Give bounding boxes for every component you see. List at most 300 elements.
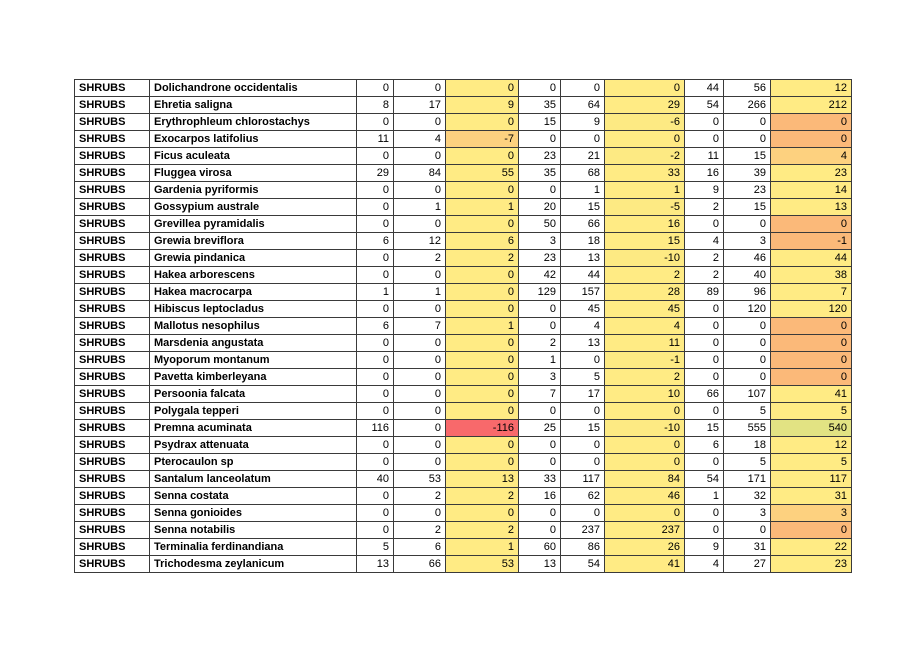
- count-value-cell: 237: [561, 522, 605, 539]
- count-value-cell: 0: [724, 369, 771, 386]
- change-value-cell: 41: [771, 386, 852, 403]
- count-value-cell: 0: [685, 114, 724, 131]
- count-value-cell: 0: [394, 114, 446, 131]
- count-value-cell: 96: [724, 284, 771, 301]
- count-value-cell: 0: [724, 335, 771, 352]
- count-value-cell: 9: [685, 539, 724, 556]
- table-row: [75, 335, 852, 352]
- category-cell: SHRUBS: [75, 267, 150, 284]
- count-value-cell: 8: [357, 97, 394, 114]
- count-value-cell: 54: [561, 556, 605, 573]
- category-cell: SHRUBS: [75, 488, 150, 505]
- species-cell: Hibiscus leptocladus: [150, 301, 357, 318]
- change-value-cell: 0: [771, 335, 852, 352]
- change-value-cell: 0: [446, 301, 519, 318]
- count-value-cell: 0: [357, 182, 394, 199]
- category-cell: SHRUBS: [75, 199, 150, 216]
- count-value-cell: 2: [394, 250, 446, 267]
- count-value-cell: 6: [685, 437, 724, 454]
- count-value-cell: 2: [519, 335, 561, 352]
- change-value-cell: -2: [605, 148, 685, 165]
- change-value-cell: 117: [771, 471, 852, 488]
- change-value-cell: 11: [605, 335, 685, 352]
- change-value-cell: 120: [771, 301, 852, 318]
- species-cell: Hakea macrocarpa: [150, 284, 357, 301]
- count-value-cell: 4: [685, 233, 724, 250]
- table-row: [75, 437, 852, 454]
- count-value-cell: 0: [685, 369, 724, 386]
- table-row: [75, 505, 852, 522]
- count-value-cell: 35: [519, 165, 561, 182]
- count-value-cell: 11: [685, 148, 724, 165]
- change-value-cell: 0: [605, 80, 685, 97]
- species-cell: Senna costata: [150, 488, 357, 505]
- table-row: [75, 182, 852, 199]
- count-value-cell: 60: [519, 539, 561, 556]
- count-value-cell: 1: [561, 182, 605, 199]
- category-cell: SHRUBS: [75, 403, 150, 420]
- count-value-cell: 0: [724, 352, 771, 369]
- count-value-cell: 5: [357, 539, 394, 556]
- table-row: [75, 488, 852, 505]
- table-row: [75, 97, 852, 114]
- count-value-cell: 0: [357, 335, 394, 352]
- change-value-cell: 0: [446, 369, 519, 386]
- count-value-cell: 18: [724, 437, 771, 454]
- category-cell: SHRUBS: [75, 131, 150, 148]
- count-value-cell: 9: [685, 182, 724, 199]
- count-value-cell: 0: [357, 522, 394, 539]
- species-cell: Persoonia falcata: [150, 386, 357, 403]
- count-value-cell: 2: [685, 267, 724, 284]
- category-cell: SHRUBS: [75, 420, 150, 437]
- count-value-cell: 13: [357, 556, 394, 573]
- change-value-cell: 2: [605, 267, 685, 284]
- count-value-cell: 0: [394, 148, 446, 165]
- change-value-cell: 14: [771, 182, 852, 199]
- table-row: [75, 165, 852, 182]
- change-value-cell: 0: [446, 505, 519, 522]
- count-value-cell: 15: [724, 148, 771, 165]
- count-value-cell: 15: [685, 420, 724, 437]
- change-value-cell: 0: [605, 403, 685, 420]
- count-value-cell: 2: [394, 488, 446, 505]
- count-value-cell: 0: [519, 318, 561, 335]
- change-value-cell: 0: [605, 505, 685, 522]
- count-value-cell: 0: [394, 335, 446, 352]
- count-value-cell: 0: [519, 301, 561, 318]
- change-value-cell: 4: [771, 148, 852, 165]
- species-cell: Senna gonioides: [150, 505, 357, 522]
- count-value-cell: 120: [724, 301, 771, 318]
- count-value-cell: 62: [561, 488, 605, 505]
- count-value-cell: 21: [561, 148, 605, 165]
- count-value-cell: 3: [519, 233, 561, 250]
- count-value-cell: 0: [685, 131, 724, 148]
- change-value-cell: 13: [446, 471, 519, 488]
- count-value-cell: 0: [685, 352, 724, 369]
- table-row: [75, 131, 852, 148]
- count-value-cell: 18: [561, 233, 605, 250]
- table-row: [75, 148, 852, 165]
- count-value-cell: 0: [724, 131, 771, 148]
- count-value-cell: 0: [724, 522, 771, 539]
- count-value-cell: 86: [561, 539, 605, 556]
- count-value-cell: 68: [561, 165, 605, 182]
- count-value-cell: 20: [519, 199, 561, 216]
- count-value-cell: 56: [724, 80, 771, 97]
- change-value-cell: 540: [771, 420, 852, 437]
- count-value-cell: 9: [561, 114, 605, 131]
- count-value-cell: 0: [519, 522, 561, 539]
- species-cell: Pterocaulon sp: [150, 454, 357, 471]
- count-value-cell: 2: [394, 522, 446, 539]
- count-value-cell: 54: [685, 471, 724, 488]
- category-cell: SHRUBS: [75, 301, 150, 318]
- category-cell: SHRUBS: [75, 114, 150, 131]
- change-value-cell: 53: [446, 556, 519, 573]
- category-cell: SHRUBS: [75, 80, 150, 97]
- category-cell: SHRUBS: [75, 454, 150, 471]
- change-value-cell: 29: [605, 97, 685, 114]
- count-value-cell: 25: [519, 420, 561, 437]
- count-value-cell: 42: [519, 267, 561, 284]
- count-value-cell: 0: [394, 301, 446, 318]
- count-value-cell: 13: [519, 556, 561, 573]
- count-value-cell: 40: [357, 471, 394, 488]
- change-value-cell: 41: [605, 556, 685, 573]
- table-row: [75, 216, 852, 233]
- category-cell: SHRUBS: [75, 386, 150, 403]
- count-value-cell: 0: [519, 505, 561, 522]
- count-value-cell: 1: [394, 199, 446, 216]
- species-cell: Terminalia ferdinandiana: [150, 539, 357, 556]
- change-value-cell: 0: [771, 131, 852, 148]
- change-value-cell: 23: [771, 556, 852, 573]
- count-value-cell: 1: [357, 284, 394, 301]
- change-value-cell: 0: [446, 182, 519, 199]
- change-value-cell: 16: [605, 216, 685, 233]
- species-cell: Ehretia saligna: [150, 97, 357, 114]
- table-row: [75, 114, 852, 131]
- count-value-cell: 0: [357, 505, 394, 522]
- count-value-cell: 0: [394, 352, 446, 369]
- change-value-cell: 4: [605, 318, 685, 335]
- change-value-cell: 0: [446, 454, 519, 471]
- change-value-cell: 0: [446, 352, 519, 369]
- species-cell: Gardenia pyriformis: [150, 182, 357, 199]
- change-value-cell: -10: [605, 420, 685, 437]
- change-value-cell: 212: [771, 97, 852, 114]
- count-value-cell: 44: [685, 80, 724, 97]
- category-cell: SHRUBS: [75, 318, 150, 335]
- change-value-cell: 0: [446, 148, 519, 165]
- count-value-cell: 3: [724, 505, 771, 522]
- change-value-cell: 45: [605, 301, 685, 318]
- count-value-cell: 0: [519, 80, 561, 97]
- count-value-cell: 5: [724, 454, 771, 471]
- count-value-cell: 84: [394, 165, 446, 182]
- change-value-cell: 15: [605, 233, 685, 250]
- table-row: [75, 556, 852, 573]
- count-value-cell: 0: [724, 216, 771, 233]
- species-cell: Hakea arborescens: [150, 267, 357, 284]
- count-value-cell: 50: [519, 216, 561, 233]
- species-cell: Senna notabilis: [150, 522, 357, 539]
- species-cell: Grewia pindanica: [150, 250, 357, 267]
- count-value-cell: 15: [561, 420, 605, 437]
- count-value-cell: 0: [519, 437, 561, 454]
- count-value-cell: 31: [724, 539, 771, 556]
- change-value-cell: 2: [446, 250, 519, 267]
- count-value-cell: 5: [724, 403, 771, 420]
- count-value-cell: 0: [357, 250, 394, 267]
- count-value-cell: 0: [357, 148, 394, 165]
- change-value-cell: 2: [446, 522, 519, 539]
- count-value-cell: 0: [561, 352, 605, 369]
- species-cell: Premna acuminata: [150, 420, 357, 437]
- table-row: [75, 420, 852, 437]
- count-value-cell: 23: [519, 250, 561, 267]
- species-cell: Dolichandrone occidentalis: [150, 80, 357, 97]
- count-value-cell: 0: [394, 80, 446, 97]
- species-cell: Grevillea pyramidalis: [150, 216, 357, 233]
- count-value-cell: 53: [394, 471, 446, 488]
- species-cell: Myoporum montanum: [150, 352, 357, 369]
- count-value-cell: 0: [394, 403, 446, 420]
- table-row: [75, 267, 852, 284]
- species-cell: Mallotus nesophilus: [150, 318, 357, 335]
- count-value-cell: 2: [685, 250, 724, 267]
- count-value-cell: 44: [561, 267, 605, 284]
- category-cell: SHRUBS: [75, 284, 150, 301]
- change-value-cell: 13: [771, 199, 852, 216]
- count-value-cell: 0: [357, 488, 394, 505]
- table-row: [75, 301, 852, 318]
- category-cell: SHRUBS: [75, 352, 150, 369]
- species-cell: Psydrax attenuata: [150, 437, 357, 454]
- change-value-cell: 3: [771, 505, 852, 522]
- count-value-cell: 0: [519, 131, 561, 148]
- table-row: [75, 284, 852, 301]
- category-cell: SHRUBS: [75, 437, 150, 454]
- change-value-cell: 0: [446, 267, 519, 284]
- count-value-cell: 0: [519, 182, 561, 199]
- category-cell: SHRUBS: [75, 471, 150, 488]
- count-value-cell: 7: [394, 318, 446, 335]
- change-value-cell: 23: [771, 165, 852, 182]
- change-value-cell: 9: [446, 97, 519, 114]
- count-value-cell: 15: [724, 199, 771, 216]
- count-value-cell: 266: [724, 97, 771, 114]
- count-value-cell: 0: [357, 352, 394, 369]
- table-row: [75, 403, 852, 420]
- count-value-cell: 0: [685, 335, 724, 352]
- count-value-cell: 117: [561, 471, 605, 488]
- count-value-cell: 66: [685, 386, 724, 403]
- change-value-cell: 0: [771, 114, 852, 131]
- count-value-cell: 0: [357, 437, 394, 454]
- change-value-cell: 28: [605, 284, 685, 301]
- table-row: [75, 386, 852, 403]
- change-value-cell: 0: [446, 403, 519, 420]
- count-value-cell: 0: [685, 403, 724, 420]
- count-value-cell: 0: [724, 114, 771, 131]
- change-value-cell: 0: [446, 284, 519, 301]
- species-cell: Ficus aculeata: [150, 148, 357, 165]
- count-value-cell: 0: [357, 301, 394, 318]
- change-value-cell: 0: [446, 80, 519, 97]
- change-value-cell: 2: [446, 488, 519, 505]
- count-value-cell: 0: [394, 386, 446, 403]
- count-value-cell: 0: [685, 505, 724, 522]
- count-value-cell: 0: [685, 216, 724, 233]
- count-value-cell: 157: [561, 284, 605, 301]
- count-value-cell: 0: [519, 403, 561, 420]
- species-cell: Polygala tepperi: [150, 403, 357, 420]
- count-value-cell: 54: [685, 97, 724, 114]
- count-value-cell: 29: [357, 165, 394, 182]
- species-cell: Erythrophleum chlorostachys: [150, 114, 357, 131]
- change-value-cell: 22: [771, 539, 852, 556]
- change-value-cell: 12: [771, 80, 852, 97]
- species-cell: Trichodesma zeylanicum: [150, 556, 357, 573]
- count-value-cell: 0: [519, 454, 561, 471]
- count-value-cell: 0: [394, 454, 446, 471]
- table-row: [75, 233, 852, 250]
- change-value-cell: 26: [605, 539, 685, 556]
- count-value-cell: 23: [519, 148, 561, 165]
- change-value-cell: 1: [446, 539, 519, 556]
- count-value-cell: 0: [357, 267, 394, 284]
- species-cell: Grewia breviflora: [150, 233, 357, 250]
- change-value-cell: 0: [605, 131, 685, 148]
- count-value-cell: 0: [685, 522, 724, 539]
- count-value-cell: 12: [394, 233, 446, 250]
- change-value-cell: 1: [446, 318, 519, 335]
- category-cell: SHRUBS: [75, 505, 150, 522]
- table-row: [75, 454, 852, 471]
- count-value-cell: 46: [724, 250, 771, 267]
- table-row: [75, 250, 852, 267]
- category-cell: SHRUBS: [75, 97, 150, 114]
- count-value-cell: 0: [394, 437, 446, 454]
- count-value-cell: 0: [394, 369, 446, 386]
- count-value-cell: 4: [685, 556, 724, 573]
- category-cell: SHRUBS: [75, 165, 150, 182]
- count-value-cell: 0: [357, 403, 394, 420]
- change-value-cell: -6: [605, 114, 685, 131]
- count-value-cell: 107: [724, 386, 771, 403]
- change-value-cell: -10: [605, 250, 685, 267]
- change-value-cell: 6: [446, 233, 519, 250]
- count-value-cell: 39: [724, 165, 771, 182]
- count-value-cell: 7: [519, 386, 561, 403]
- table-row: [75, 199, 852, 216]
- count-value-cell: 555: [724, 420, 771, 437]
- count-value-cell: 32: [724, 488, 771, 505]
- count-value-cell: 0: [561, 80, 605, 97]
- species-cell: Marsdenia angustata: [150, 335, 357, 352]
- count-value-cell: 0: [357, 386, 394, 403]
- category-cell: SHRUBS: [75, 369, 150, 386]
- change-value-cell: -5: [605, 199, 685, 216]
- change-value-cell: 0: [771, 352, 852, 369]
- count-value-cell: 17: [561, 386, 605, 403]
- category-cell: SHRUBS: [75, 216, 150, 233]
- change-value-cell: 7: [771, 284, 852, 301]
- change-value-cell: 237: [605, 522, 685, 539]
- count-value-cell: 4: [561, 318, 605, 335]
- count-value-cell: 0: [685, 301, 724, 318]
- species-cell: Fluggea virosa: [150, 165, 357, 182]
- count-value-cell: 0: [685, 318, 724, 335]
- count-value-cell: 0: [357, 114, 394, 131]
- change-value-cell: 10: [605, 386, 685, 403]
- change-value-cell: 5: [771, 454, 852, 471]
- change-value-cell: 12: [771, 437, 852, 454]
- count-value-cell: 171: [724, 471, 771, 488]
- count-value-cell: 1: [519, 352, 561, 369]
- change-value-cell: 0: [446, 335, 519, 352]
- species-cell: Santalum lanceolatum: [150, 471, 357, 488]
- count-value-cell: 6: [357, 233, 394, 250]
- count-value-cell: 66: [394, 556, 446, 573]
- count-value-cell: 0: [357, 199, 394, 216]
- category-cell: SHRUBS: [75, 556, 150, 573]
- species-cell: Exocarpos latifolius: [150, 131, 357, 148]
- count-value-cell: 13: [561, 335, 605, 352]
- count-value-cell: 5: [561, 369, 605, 386]
- species-cell: Pavetta kimberleyana: [150, 369, 357, 386]
- change-value-cell: 0: [771, 522, 852, 539]
- change-value-cell: 0: [605, 437, 685, 454]
- change-value-cell: -7: [446, 131, 519, 148]
- change-value-cell: 0: [446, 437, 519, 454]
- change-value-cell: 0: [605, 454, 685, 471]
- count-value-cell: 2: [685, 199, 724, 216]
- count-value-cell: 0: [394, 216, 446, 233]
- change-value-cell: 0: [771, 216, 852, 233]
- category-cell: SHRUBS: [75, 233, 150, 250]
- count-value-cell: 0: [561, 403, 605, 420]
- category-cell: SHRUBS: [75, 539, 150, 556]
- count-value-cell: 16: [519, 488, 561, 505]
- count-value-cell: 0: [724, 318, 771, 335]
- change-value-cell: 1: [446, 199, 519, 216]
- count-value-cell: 1: [394, 284, 446, 301]
- count-value-cell: 116: [357, 420, 394, 437]
- change-value-cell: 5: [771, 403, 852, 420]
- change-value-cell: 0: [446, 386, 519, 403]
- count-value-cell: 0: [561, 437, 605, 454]
- count-value-cell: 6: [357, 318, 394, 335]
- count-value-cell: 3: [519, 369, 561, 386]
- table-row: [75, 471, 852, 488]
- change-value-cell: 0: [446, 114, 519, 131]
- change-value-cell: 55: [446, 165, 519, 182]
- count-value-cell: 16: [685, 165, 724, 182]
- change-value-cell: 2: [605, 369, 685, 386]
- count-value-cell: 35: [519, 97, 561, 114]
- count-value-cell: 27: [724, 556, 771, 573]
- table-body: [75, 80, 852, 573]
- count-value-cell: 0: [561, 505, 605, 522]
- table-row: [75, 352, 852, 369]
- count-value-cell: 0: [394, 182, 446, 199]
- table-row: [75, 369, 852, 386]
- category-cell: SHRUBS: [75, 250, 150, 267]
